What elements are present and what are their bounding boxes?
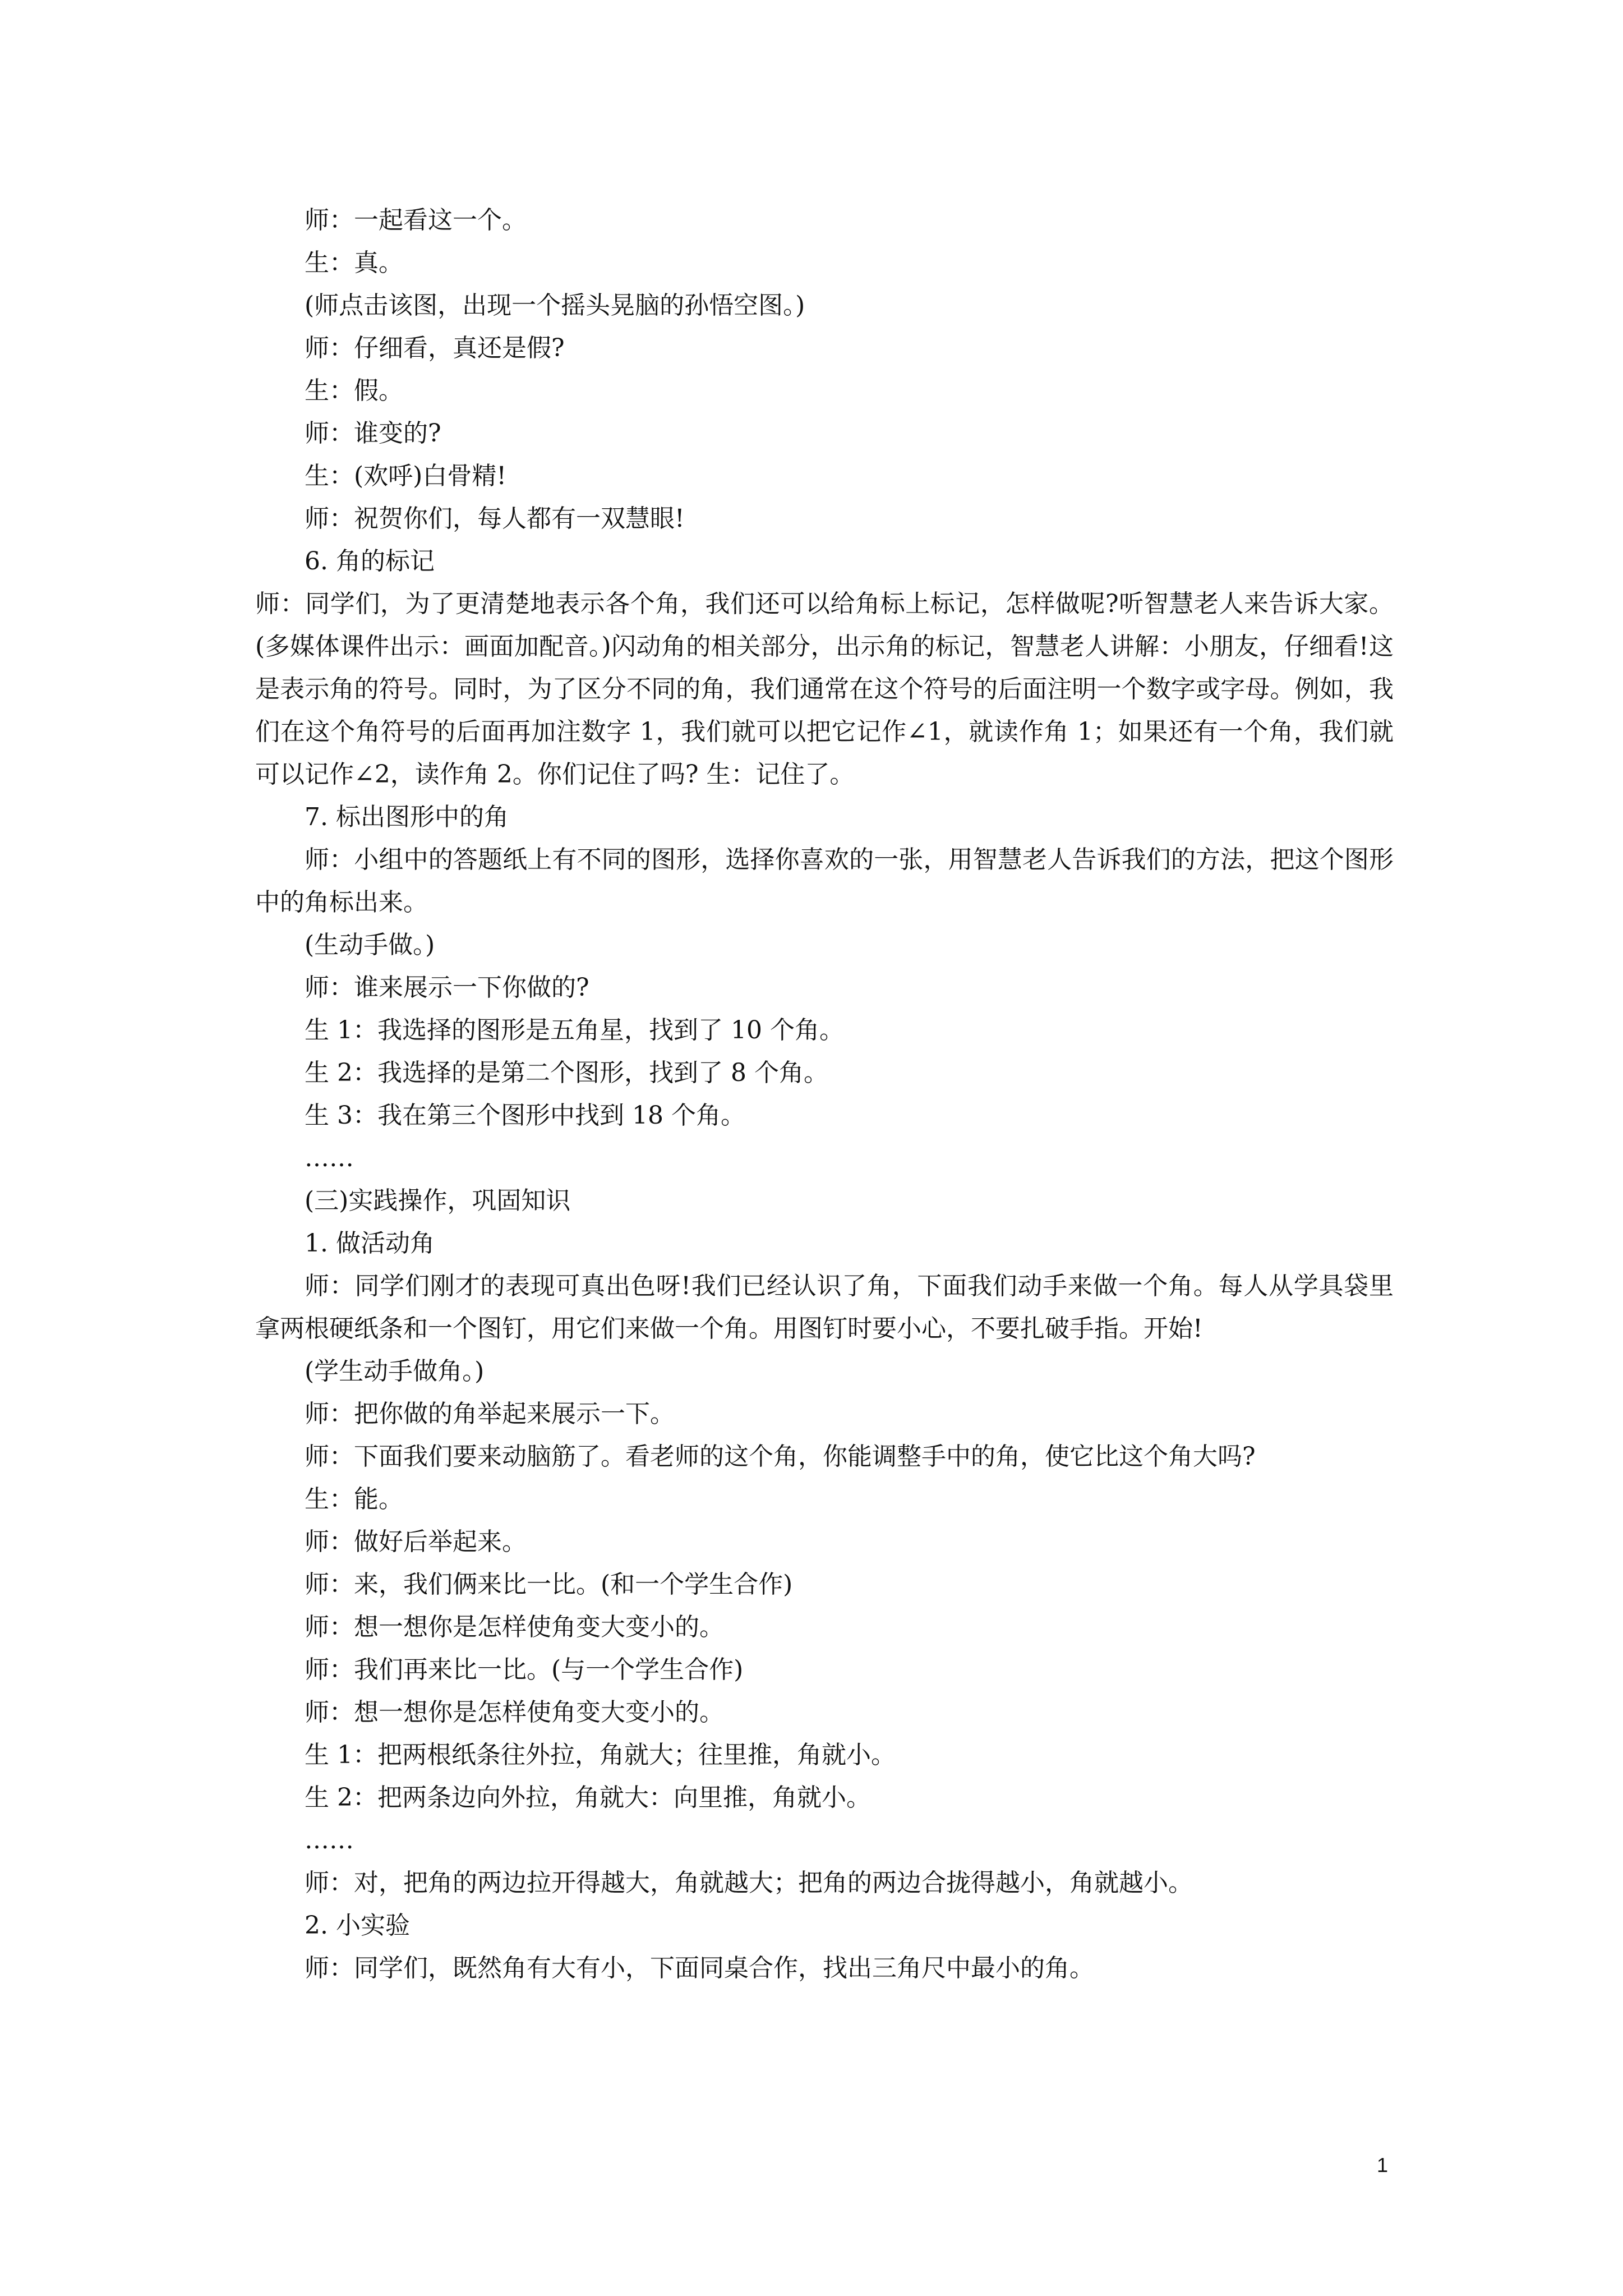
text-line: 生：假。 bbox=[305, 376, 403, 405]
text-line: 师：我们再来比一比。(与一个学生合作) bbox=[305, 1655, 744, 1684]
text-line: 师：同学们，既然角有大有小，下面同桌合作，找出三角尺中最小的角。 bbox=[305, 1954, 1094, 1982]
text-line: 生：能。 bbox=[305, 1485, 403, 1513]
text-line: 6. 角的标记 bbox=[305, 547, 435, 576]
paragraph: 师：同学们刚才的表现可真出色呀!我们已经认识了角，下面我们动手来做一个角。每人从学具袋里拿两根硬纸条和一个图钉，用它们来做一个角。用图钉时要小心，不要扎破手指。开始! bbox=[255, 1272, 1394, 1343]
text-line: (三)实践操作，巩固知识 bbox=[305, 1186, 571, 1215]
text-line: 师：对，把角的两边拉开得越大，角就越大；把角的两边合拢得越小，角就越小。 bbox=[305, 1869, 1193, 1897]
text-line: 2. 小实验 bbox=[305, 1911, 410, 1940]
text-line: 师：下面我们要来动脑筋了。看老师的这个角，你能调整手中的角，使它比这个角大吗? bbox=[305, 1442, 1256, 1471]
text-line: (学生动手做角。) bbox=[305, 1357, 485, 1386]
text-line: 生 2：把两条边向外拉，角就大：向里推，角就小。 bbox=[305, 1783, 871, 1812]
text-line: 师：来，我们俩来比一比。(和一个学生合作) bbox=[305, 1570, 793, 1599]
paragraph: 师：同学们，为了更清楚地表示各个角，我们还可以给角标上标记，怎样做呢?听智慧老人来告诉大家。(多媒体课件出示：画面加配音。)闪动角的相关部分，出示角的标记，智慧老人讲解：小朋友，仔细看!这是表示角的符号。同时，为了区分不同的角，我们通常在这个符号的后面注明一个数字或字母。例如，我们在这个角符号的后面再加注数字 1，我们就可以把它记作∠1，就读作角 1；如果还有一个角，我们就可以记作∠2，读作角 2。你们记住了吗? 生：记住了。 bbox=[255, 590, 1394, 789]
paragraph: 师：小组中的答题纸上有不同的图形，选择你喜欢的一张，用智慧老人告诉我们的方法，把这个图形中的角标出来。 bbox=[255, 845, 1394, 917]
text-line: 1. 做活动角 bbox=[305, 1229, 435, 1258]
text-line: 生 2：我选择的是第二个图形，找到了 8 个角。 bbox=[305, 1059, 828, 1087]
text-line: …… bbox=[305, 1144, 354, 1172]
document-body bbox=[255, 199, 1394, 1990]
text-line: 生 1：把两根纸条往外拉，角就大；往里推，角就小。 bbox=[305, 1741, 896, 1769]
text-line: (生动手做。) bbox=[305, 931, 435, 959]
text-line: 生：真。 bbox=[305, 249, 403, 277]
text-line: 师：仔细看，真还是假? bbox=[305, 334, 565, 362]
page-number: 1 bbox=[1377, 2154, 1389, 2177]
text-line: 生 1：我选择的图形是五角星，找到了 10 个角。 bbox=[305, 1016, 844, 1045]
text-line: 师：谁变的? bbox=[305, 419, 441, 448]
text-line: 师：想一想你是怎样使角变大变小的。 bbox=[305, 1613, 724, 1641]
text-line: 7. 标出图形中的角 bbox=[305, 803, 509, 831]
text-line: …… bbox=[305, 1826, 354, 1855]
text-line: 生：(欢呼)白骨精! bbox=[305, 462, 507, 490]
text-line: 师：想一想你是怎样使角变大变小的。 bbox=[305, 1698, 724, 1727]
text-line: 师：把你做的角举起来展示一下。 bbox=[305, 1400, 675, 1428]
text-line: 师：一起看这一个。 bbox=[305, 206, 527, 234]
text-line: 师：做好后举起来。 bbox=[305, 1527, 527, 1556]
text-line: (师点击该图，出现一个摇头晃脑的孙悟空图。) bbox=[305, 291, 805, 320]
text-line: 师：祝贺你们，每人都有一双慧眼! bbox=[305, 504, 685, 533]
text-line: 师：谁来展示一下你做的? bbox=[305, 973, 589, 1002]
text-line: 生 3：我在第三个图形中找到 18 个角。 bbox=[305, 1101, 745, 1130]
